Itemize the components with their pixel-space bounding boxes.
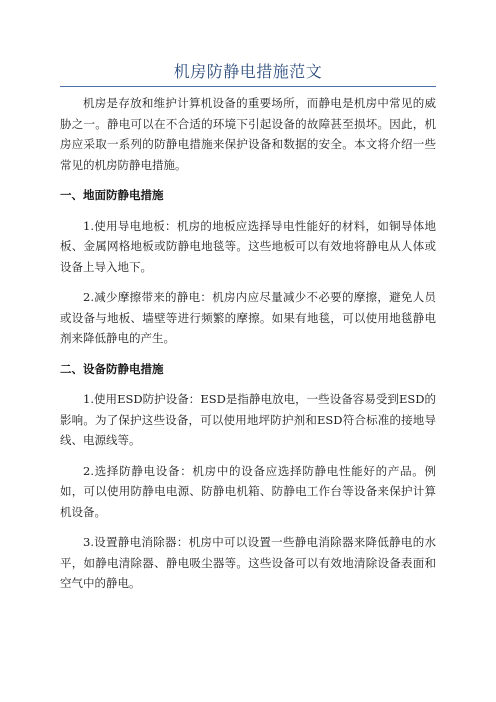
document-title: 机房防静电措施范文: [173, 62, 323, 81]
section-heading-floor: 一、地面防静电措施: [60, 188, 164, 202]
title-divider: [60, 86, 436, 87]
paragraph-static-eliminator: 3.设置静电消除器：机房中可以设置一些静电消除器来降低静电的水平，如静电清除器、静电吸尘器等。这些设备可以有效地清除设备表面和空气中的静电。: [60, 535, 436, 590]
paragraph-antistatic-equipment: 2.选择防静电设备：机房中的设备应选择防静电性能好的产品。例如，可以使用防静电电源、防静电机箱、防静电工作台等设备来保护计算机设备。: [60, 463, 436, 519]
paragraph-reduce-friction: 2.减少摩擦带来的静电：机房内应尽量减少不必要的摩擦，避免人员或设备与地板、墙壁等进行频繁的摩擦。如果有地毯，可以使用地毯静电剂来降低静电的产生。: [60, 290, 436, 345]
section-heading-equipment: 二、设备防静电措施: [60, 361, 164, 376]
paragraph-conductive-floor: 1.使用导电地板：机房的地板应选择导电性能好的材料，如铜导体地板、金属网格地板或防静电地毯等。这些地板可以有效地将静电从人体或设备上导入地下。: [60, 218, 436, 274]
document-body: [60, 93, 436, 604]
intro-paragraph: 机房是存放和维护计算机设备的重要场所，而静电是机房中常见的威胁之一。静电可以在不合适的环境下引起设备的故障甚至损坏。因此，机房应采取一系列的防静电措施来保护设备和数据的安全。本文将介绍一些常见的机房防静电措施。: [60, 96, 436, 172]
paragraph-esd-protection: 1.使用ESD防护设备：ESD是指静电放电，一些设备容易受到ESD的影响。为了保护这些设备，可以使用地坪防护剂和ESD符合标准的接地导线、电源线等。: [60, 392, 436, 447]
